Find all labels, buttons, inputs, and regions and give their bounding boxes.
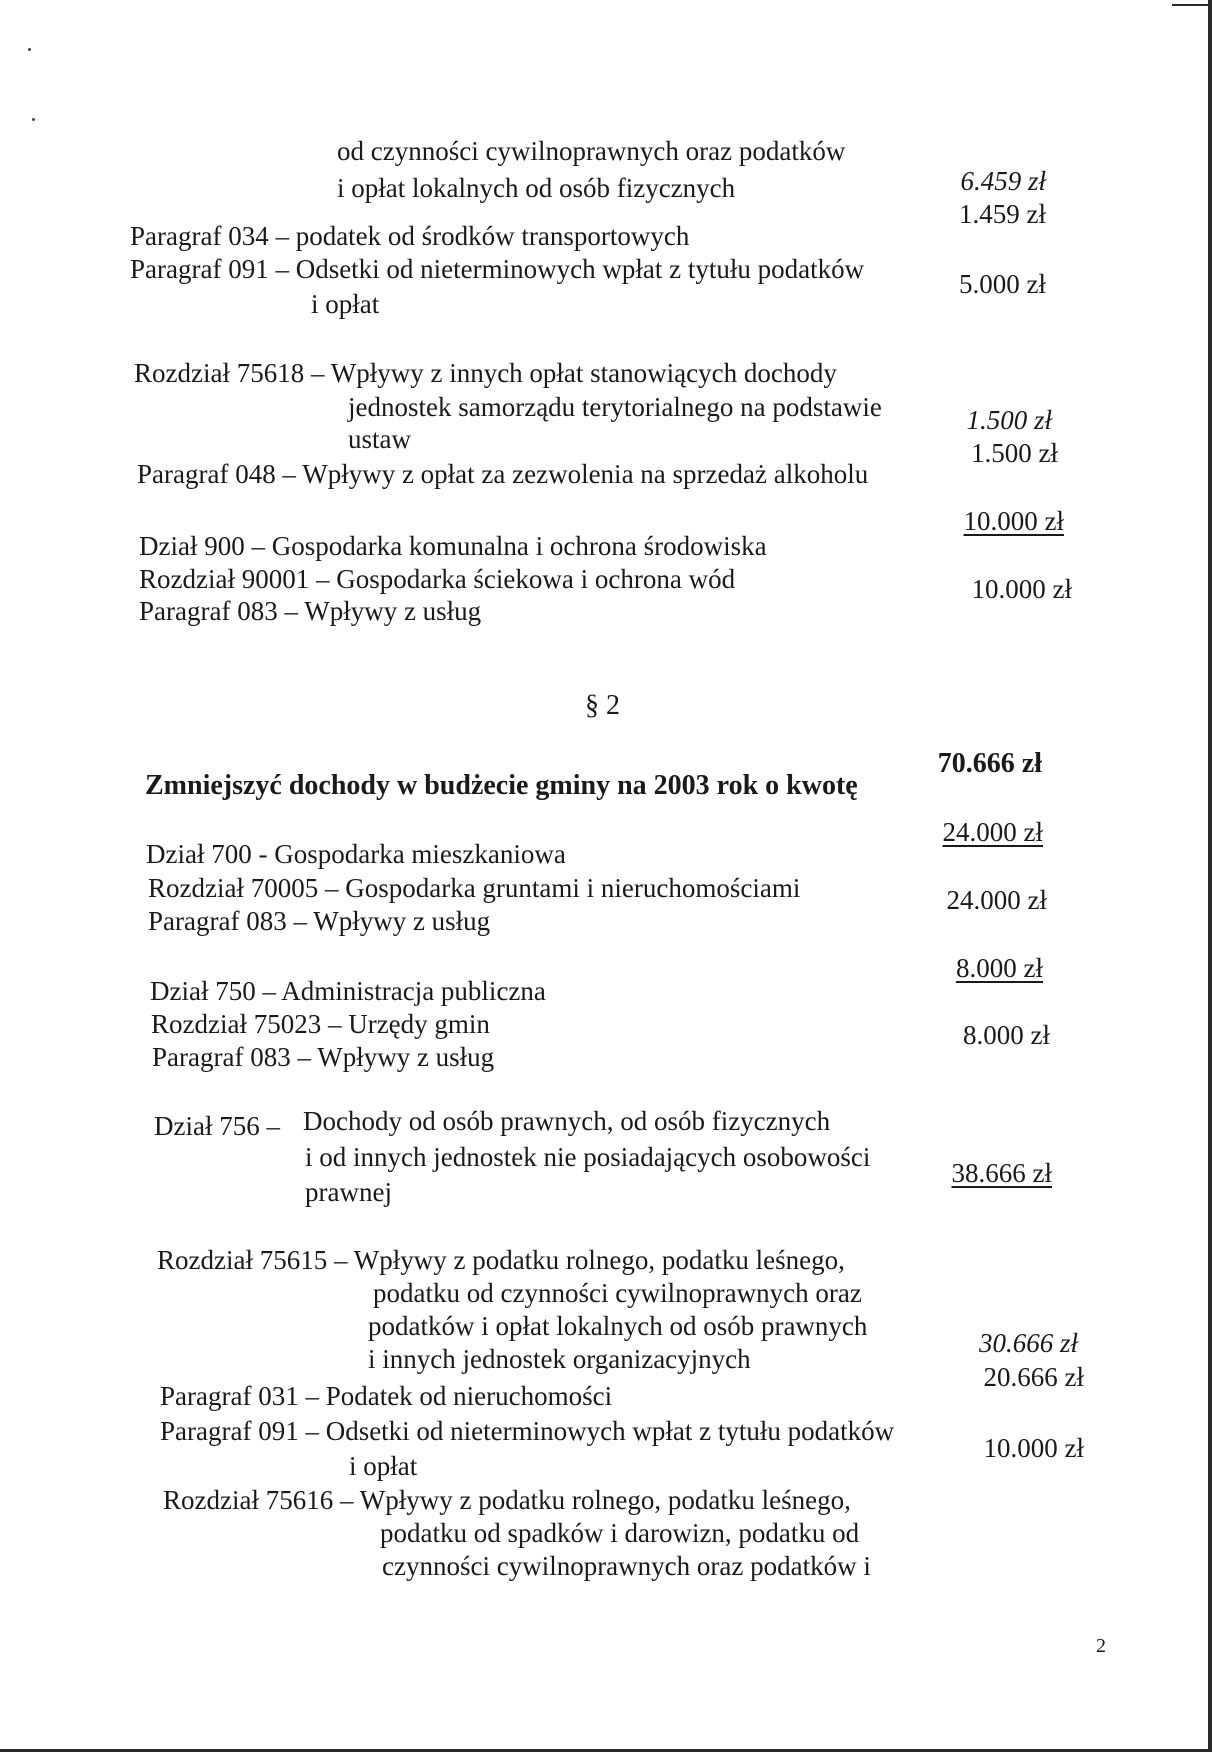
scan-edge-tick: [1172, 4, 1212, 6]
text-line: Dział 750 – Administracja publiczna: [150, 976, 546, 1006]
text-line: Rozdział 75023 – Urzędy gmin: [151, 1009, 490, 1039]
text-line: i opłat: [311, 289, 380, 319]
text-line: Dział 756 –: [154, 1111, 280, 1141]
text-line: Rozdział 75615 – Wpływy z podatku rolnego, podatku leśnego,: [157, 1245, 845, 1275]
section-mark: § 2: [585, 690, 620, 721]
text-line: od czynności cywilnoprawnych oraz podatków: [337, 136, 846, 166]
amount: 20.666 zł: [983, 1362, 1084, 1392]
text-line: Paragraf 091 – Odsetki od nieterminowych wpłat z tytułu podatków: [130, 254, 865, 284]
text-line: Dział 900 – Gospodarka komunalna i ochrona środowiska: [139, 531, 767, 561]
text-line: Paragraf 048 – Wpływy z opłat za zezwolenia na sprzedaż alkoholu: [137, 459, 869, 489]
scan-edge-right: [1208, 0, 1212, 1752]
subtotal-amount: 1.500 zł: [966, 405, 1052, 435]
text-line: i innych jednostek organizacyjnych: [368, 1344, 751, 1374]
text-line: ustaw: [348, 424, 411, 454]
subtotal-amount: 6.459 zł: [960, 166, 1046, 196]
division-total: 38.666 zł: [951, 1158, 1052, 1188]
text-line: Paragraf 083 – Wpływy z usług: [152, 1042, 495, 1072]
division-total: 10.000 zł: [963, 506, 1064, 536]
text-line: i opłat: [349, 1451, 418, 1481]
text-line: Rozdział 75616 – Wpływy z podatku rolnego, podatku leśnego,: [163, 1485, 851, 1515]
text-line: Rozdział 75618 – Wpływy z innych opłat stanowiących dochody: [134, 358, 837, 388]
text-line: czynności cywilnoprawnych oraz podatków i: [382, 1551, 871, 1581]
division-total: 24.000 zł: [942, 817, 1043, 847]
amount: 5.000 zł: [959, 269, 1046, 299]
text-line: Paragraf 083 – Wpływy z usług: [148, 906, 491, 936]
amount: 10.000 zł: [983, 1433, 1084, 1463]
division-total: 8.000 zł: [956, 953, 1043, 983]
text-line: prawnej: [305, 1177, 392, 1207]
text-line: podatków i opłat lokalnych od osób prawnych: [368, 1311, 868, 1341]
text-line: Rozdział 70005 – Gospodarka gruntami i nieruchomościami: [148, 873, 801, 903]
text-line: Paragraf 034 – podatek od środków transportowych: [130, 221, 690, 251]
text-line: Dział 700 - Gospodarka mieszkaniowa: [146, 839, 566, 869]
scan-speck: [32, 118, 35, 121]
text-line: podatku od czynności cywilnoprawnych oraz: [373, 1278, 862, 1308]
amount: 10.000 zł: [971, 574, 1072, 604]
amount: 8.000 zł: [963, 1020, 1050, 1050]
section-heading: Zmniejszyć dochody w budżecie gminy na 2003 rok o kwotę: [145, 770, 858, 801]
page-number: 2: [1096, 1635, 1106, 1657]
text-line: Paragraf 083 – Wpływy z usług: [139, 596, 482, 626]
text-line: i opłat lokalnych od osób fizycznych: [337, 173, 736, 203]
subtotal-amount: 30.666 zł: [978, 1328, 1078, 1358]
amount: 1.500 zł: [971, 438, 1058, 468]
text-line: Rozdział 90001 – Gospodarka ściekowa i ochrona wód: [139, 564, 736, 594]
amount: 24.000 zł: [946, 885, 1047, 915]
text-line: Dochody od osób prawnych, od osób fizycznych: [303, 1106, 831, 1136]
text-line: Paragraf 031 – Podatek od nieruchomości: [160, 1381, 613, 1411]
text-line: Paragraf 091 – Odsetki od nieterminowych wpłat z tytułu podatków: [160, 1416, 895, 1446]
text-line: jednostek samorządu terytorialnego na podstawie: [348, 392, 882, 422]
text-line: i od innych jednostek nie posiadających osobowości: [305, 1142, 871, 1172]
amount: 1.459 zł: [959, 199, 1046, 229]
text-line: podatku od spadków i darowizn, podatku od: [380, 1518, 860, 1548]
scan-speck: [28, 48, 31, 51]
heading-amount: 70.666 zł: [937, 748, 1042, 779]
